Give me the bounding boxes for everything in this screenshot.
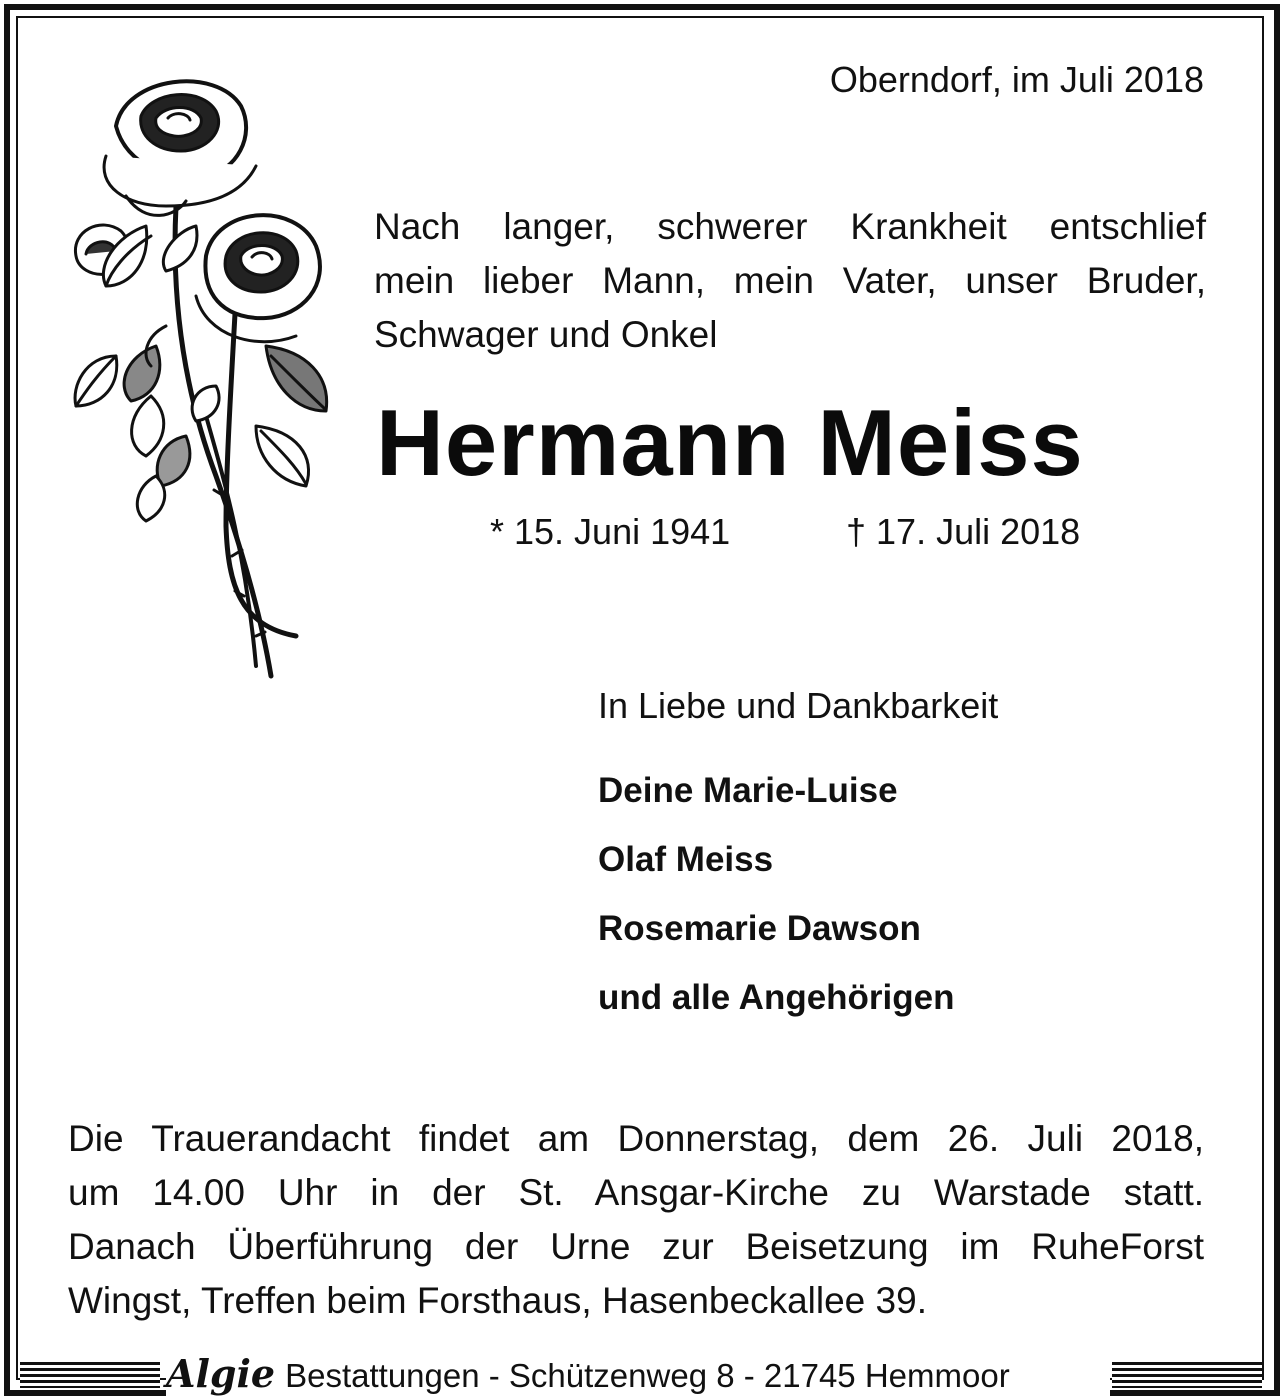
death-date: † 17. Juli 2018 <box>846 511 1081 552</box>
rose-bouquet-icon <box>56 56 346 686</box>
service-line: um 14.00 Uhr in der St. Ansgar-Kirche zu Warstade statt. <box>68 1172 1204 1213</box>
intro-line: Schwager und Onkel <box>374 314 718 355</box>
mourners-list <box>598 756 955 1032</box>
intro-line: Nach langer, schwerer Krankheit entschlief <box>374 206 1206 247</box>
funeral-home-info <box>166 1352 1110 1398</box>
intro-line: mein lieber Mann, mein Vater, unser Bruder, <box>374 260 1206 301</box>
intro-text <box>374 200 1206 362</box>
funeral-home-logo: Algie <box>166 1351 276 1396</box>
place-date: Oberndorf, im Juli 2018 <box>829 59 1204 100</box>
deceased-name: Hermann Meiss <box>376 390 1084 495</box>
mourner-name: Rosemarie Dawson <box>598 909 921 948</box>
mourner-name: und alle Angehörigen <box>598 978 955 1017</box>
thanks-line: In Liebe und Dankbarkeit <box>598 685 999 726</box>
service-line: Wingst, Treffen beim Forsthaus, Hasenbeckallee 39. <box>68 1280 927 1321</box>
service-line: Die Trauerandacht findet am Donnerstag, dem 26. Juli 2018, <box>68 1118 1204 1159</box>
mourner-name: Olaf Meiss <box>598 840 774 879</box>
footer-stripe-right <box>1112 1362 1262 1388</box>
service-info <box>68 1112 1204 1328</box>
mourner-name: Deine Marie-Luise <box>598 771 898 810</box>
footer-stripe-left <box>20 1362 160 1388</box>
service-line: Danach Überführung der Urne zur Beisetzung im RuheForst <box>68 1226 1204 1267</box>
birth-date: * 15. Juni 1941 <box>490 511 731 552</box>
funeral-home-address: Bestattungen - Schützenweg 8 - 21745 Hemmoor <box>285 1357 1010 1394</box>
footer-bar <box>0 1352 1280 1396</box>
